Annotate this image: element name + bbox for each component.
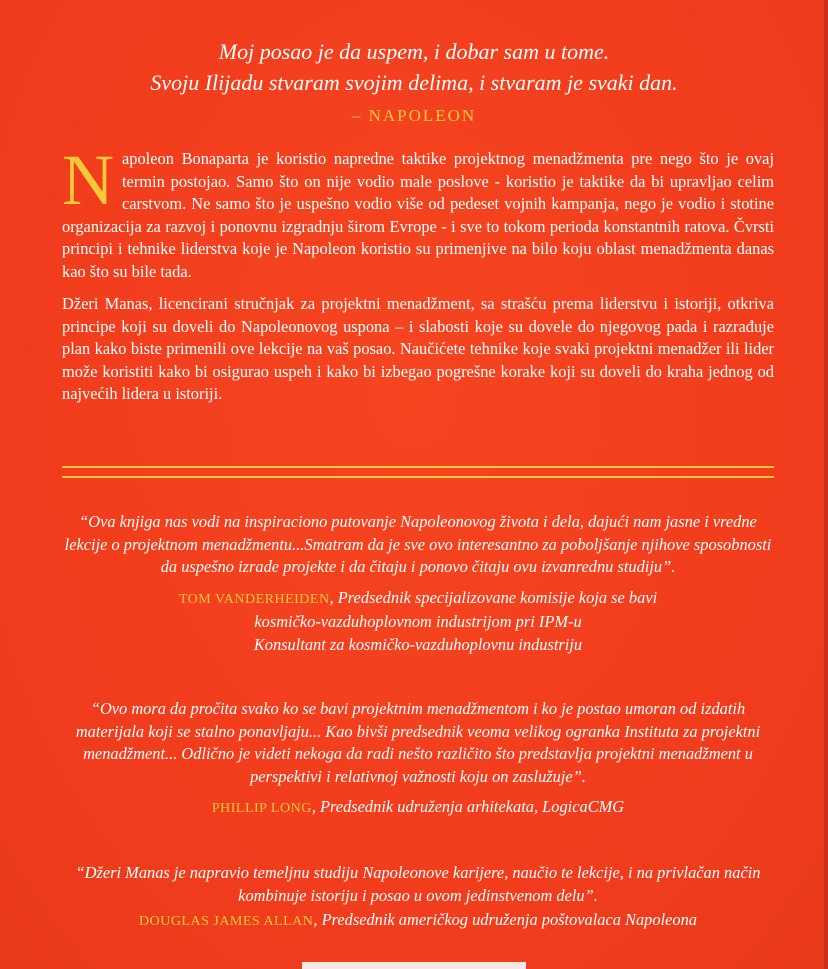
cover-edge [824, 0, 828, 969]
testimonial-1-text: “Ova knjiga nas vodi na inspiraciono putovanje Napoleonovog života i dela, dajući nam jasne i vredne lekcije o projektnom menadžmentu...Smatram da je sve ovo interesantno za poboljšanje njihove sposobnosti da uspešno izrade projekte i da čitaju i ponovo čitaju ovu izvanrednu studiju”. [64, 512, 772, 576]
drop-cap: N [62, 140, 114, 220]
blurb-paragraph-1 [62, 140, 774, 283]
blurb-paragraph-2: Džeri Manas, licencirani stručnjak za projektni menadžment, sa strašću prema liderstvu i istoriji, otkriva principe koji su doveli do Napoleonovog uspona – i slabosti koje su dovele do njegovog pada i razrađuje plan kako biste primenili ove lekcije na vaš posao. Naučićete tehnike koje svaki projektni menadžer ili lider može koristiti kako bi osigurao uspeh i kako bi izbegao pogrešne korake koji su doveli do kraha jednog od najvećih lidera u istoriji. [62, 294, 774, 403]
epigraph-line-1: Moj posao je da uspem, i dobar sam u tome. [218, 39, 610, 64]
epigraph-attribution: – NAPOLEON [351, 106, 477, 125]
testimonial-2-author [60, 796, 776, 821]
testimonial-2-role-1: , Predsednik udruženja arhitekata, LogicaCMG [311, 797, 625, 816]
testimonial-2-name: PHILLIP LONG [211, 801, 312, 816]
epigraph-line-2: Svoju Ilijadu stvaram svojim delima, i stvaram je svaki dan. [150, 70, 678, 95]
testimonial-1-author [60, 587, 776, 657]
epigraph [0, 36, 828, 131]
testimonial-3-name: DOUGLAS JAMES ALLAN [138, 914, 314, 929]
testimonial-3-role-1: , Predsednik američkog udruženja poštovalaca Napoleona [313, 910, 697, 929]
blurb-paragraph-1-text: apoleon Bonaparta je koristio napredne taktike projektnog menadžmenta pre nego što je ovaj termin postojao. Samo što on nije vodio male poslove - koristio je taktike da bi upravljao celim carstvom. Ne samo što je uspešno vodio više od pedeset vojnih kampanja, nego je vodio i stotine organizacija za razvoj i ponovnu izgradnju širom Evrope - i sve to tokom perioda konstantnih ratova. Čvrsti principi i tehnike liderstva koje je Napoleon koristio su primenjive na bilo koju oblast menadžmenta danas kao što su bile tada. [62, 149, 774, 281]
testimonial-3-text: “Džeri Manas je napravio temeljnu studiju Napoleonove karijere, naučio te lekcije, i na privlačan način kombinuje istoriju i posao u ovom jedinstvenom delu”. [75, 863, 761, 905]
testimonial-1-role-1: , Predsednik specijalizovane komisije koja se bavi [329, 587, 658, 607]
divider-rule-bottom [62, 476, 774, 478]
testimonial-2-text: “Ovo mora da pročita svako ko se bavi projektnim menadžmentom i ko je postao umoran od izdatih materijala koji se stalno ponavljaju... Kao bivši predsednik veoma velikog ogranka Instituta za projektni menadžment... Odlično je videti nekoga da radi nešto različito što predstavlja projektni menadžment u perspektivi i relativnoj važnosti koju on zaslužuje”. [75, 699, 761, 786]
testimonial-1-role-3: Konsultant za kosmičko-vazduhoplovnu industriju [253, 634, 583, 654]
testimonial-3 [60, 862, 776, 934]
testimonial-1 [60, 511, 776, 656]
testimonial-1-name: TOM VANDERHEIDEN [178, 591, 330, 607]
testimonial-2 [60, 698, 776, 821]
testimonial-3-author [60, 909, 776, 934]
barcode-label-edge [302, 962, 526, 969]
blurb [62, 140, 774, 416]
testimonial-1-role-2: kosmičko-vazduhoplovnom industrijom pri IPM-u [254, 612, 582, 631]
divider-rule-top [62, 466, 774, 468]
